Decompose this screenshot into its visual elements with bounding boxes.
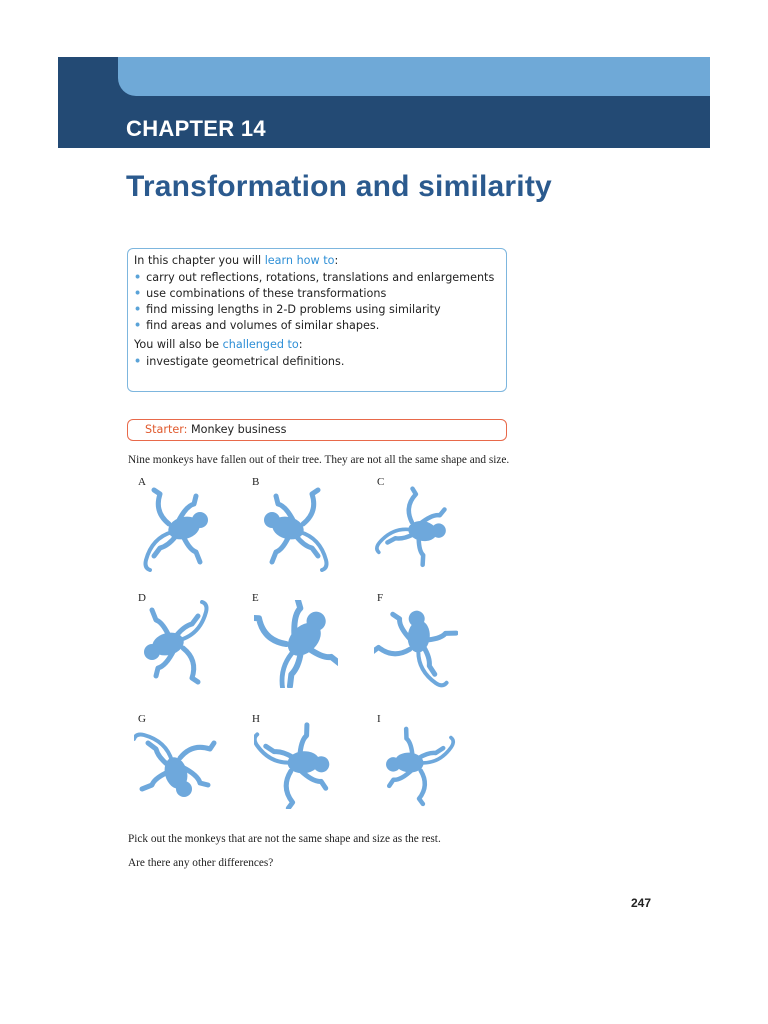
starter-box (127, 419, 507, 441)
monkey-label-c: C (377, 476, 385, 488)
bullet-icon: • (134, 319, 142, 332)
monkey-c (374, 484, 458, 572)
objectives-intro-highlight: learn how to (264, 254, 335, 267)
challenge-item (134, 354, 500, 370)
objective-item-text: find missing lengths in 2-D problems using similarity (146, 303, 441, 316)
challenge-intro-text: You will also be (134, 338, 223, 351)
starter-label: Starter: (145, 423, 188, 436)
monkey-label-d: D (138, 592, 146, 604)
monkey-a (134, 484, 218, 572)
monkey-label-f: F (377, 592, 384, 604)
objectives-list (134, 270, 500, 334)
chapter-title: Transformation and similarity (126, 170, 552, 203)
monkey-label-i: I (377, 713, 381, 725)
objectives-intro-suffix: : (334, 254, 339, 267)
monkey-i (374, 721, 458, 809)
challenge-intro-highlight: challenged to (222, 338, 299, 351)
monkey-b (254, 484, 338, 572)
bullet-icon: • (134, 287, 142, 300)
monkey-f (374, 600, 458, 688)
bullet-icon: • (134, 355, 142, 368)
challenge-intro (134, 338, 500, 351)
monkey-label-b: B (252, 476, 260, 488)
monkey-e (254, 600, 338, 688)
monkey-label-g: G (138, 713, 146, 725)
starter-title: Monkey business (190, 423, 287, 436)
challenge-intro-suffix: : (298, 338, 303, 351)
question-2: Are there any other differences? (128, 857, 274, 869)
intro-text: Nine monkeys have fallen out of their tree. They are not all the same shape and size. (128, 454, 510, 466)
objective-item (134, 302, 500, 318)
monkey-g (134, 721, 218, 809)
challenge-list (134, 354, 500, 370)
bullet-icon: • (134, 271, 142, 284)
monkey-h (254, 721, 338, 809)
monkey-label-a: A (138, 476, 146, 488)
bullet-icon: • (134, 303, 142, 316)
objective-item (134, 270, 500, 286)
chapter-label: CHAPTER 14 (126, 116, 266, 141)
monkey-d (134, 600, 218, 688)
learning-objectives-box (127, 248, 507, 392)
question-1: Pick out the monkeys that are not the same shape and size as the rest. (128, 833, 441, 845)
page-number: 247 (631, 896, 652, 910)
objective-item-text: carry out reflections, rotations, translations and enlargements (146, 271, 495, 284)
objective-item (134, 318, 500, 334)
objective-item (134, 286, 500, 302)
objective-item-text: use combinations of these transformations (146, 287, 387, 300)
objectives-intro (134, 254, 500, 267)
objectives-intro-text: In this chapter you will (134, 254, 265, 267)
monkey-label-h: H (252, 713, 260, 725)
chapter-banner-tab (118, 57, 710, 96)
monkey-label-e: E (252, 592, 259, 604)
objective-item-text: find areas and volumes of similar shapes. (146, 319, 380, 332)
challenge-item-text: investigate geometrical definitions. (146, 355, 345, 368)
